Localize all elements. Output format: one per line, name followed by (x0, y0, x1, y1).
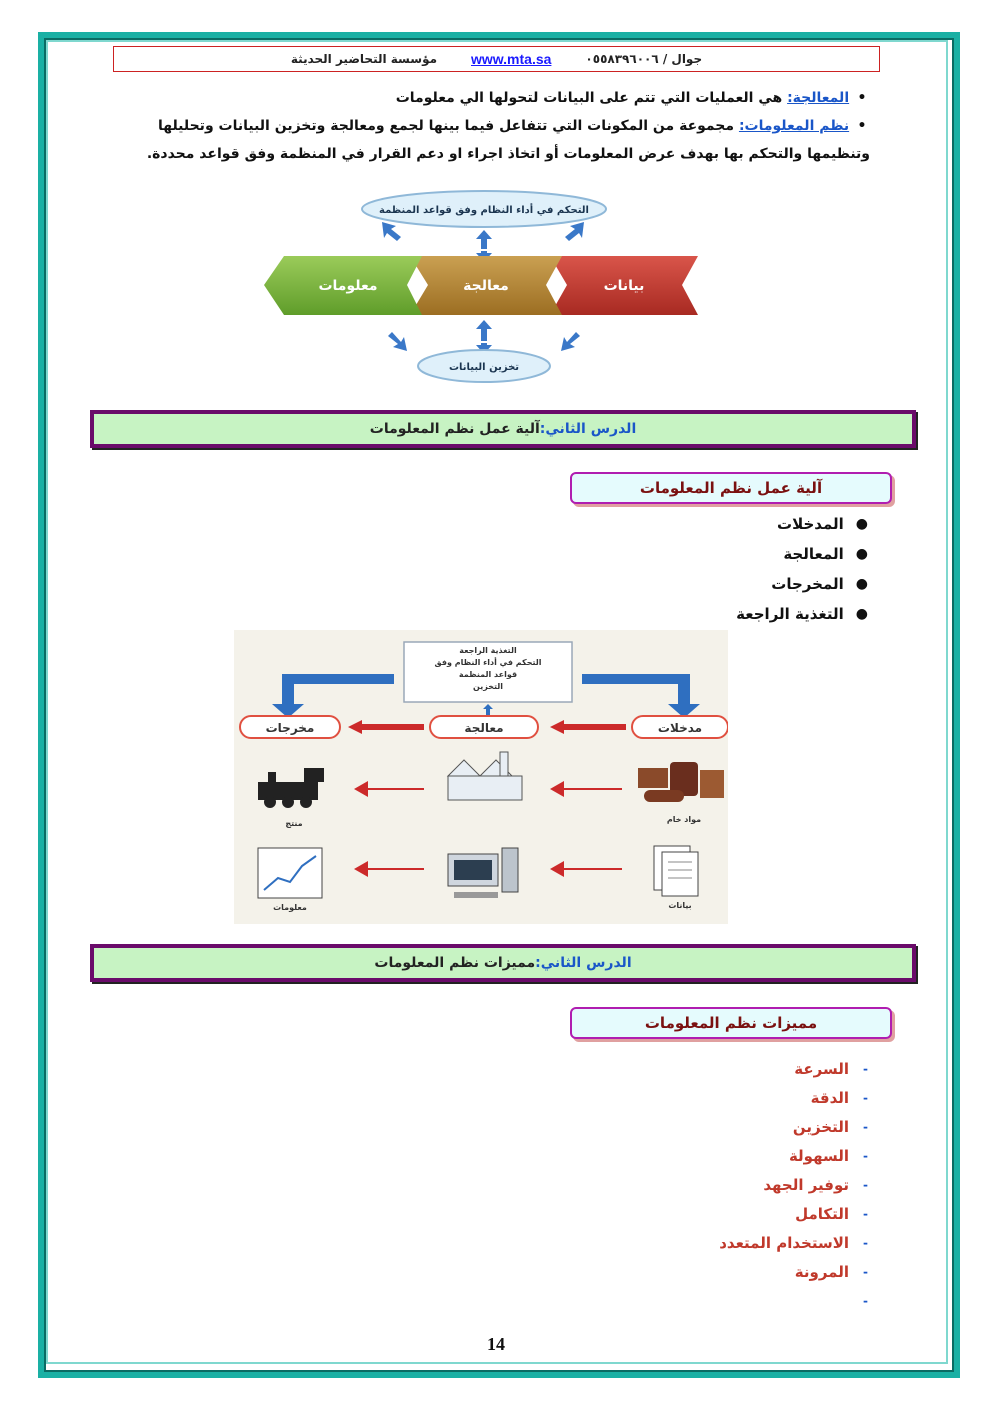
list-item-label: الدقة (810, 1088, 850, 1107)
list-item-label: توفير الجهد (763, 1175, 850, 1194)
bullet: - (863, 1177, 868, 1192)
bullet: ● (855, 546, 868, 562)
lesson-bar-features (90, 944, 916, 982)
list-item (719, 1286, 868, 1315)
lesson-title: آلية عمل نظم المعلومات (369, 421, 540, 437)
info-system-cycle-diagram (262, 172, 702, 392)
list-item (719, 1054, 868, 1083)
bullet: - (863, 1293, 868, 1308)
product-label: منتج (285, 819, 303, 828)
list-item-label: السرعة (794, 1059, 850, 1078)
definition-term: المعالجة: (787, 90, 850, 106)
information-label: معلومات (273, 903, 307, 912)
pill-processing-label: معالجة (464, 721, 504, 735)
bullet: - (863, 1119, 868, 1134)
list-item-label: الاستخدام المتعدد (719, 1233, 850, 1252)
arrow-icon (388, 320, 580, 354)
bullet: ● (855, 576, 868, 592)
feedback-box-line3: قواعد المنظمة (458, 670, 518, 679)
bullet: - (863, 1148, 868, 1163)
list-item-label: المخرجات (771, 575, 844, 593)
list-item-label: المدخلات (777, 515, 844, 533)
list-item (736, 599, 868, 629)
top-ellipse-label: التحكم في أداء النظام وفق قواعد المنظمة (379, 205, 589, 216)
list-item-label: التغذية الراجعة (736, 605, 844, 623)
list-item (719, 1083, 868, 1112)
definition-info-systems (158, 118, 870, 134)
list-item-label: السهولة (788, 1146, 850, 1165)
list-item (719, 1199, 868, 1228)
pill-outputs-label: مخرجات (265, 721, 315, 735)
pill-inputs-label: مدخلات (657, 721, 703, 735)
list-item-label: المرونة (794, 1262, 850, 1281)
bottom-ellipse-label: تخزين البيانات (448, 362, 520, 373)
bullet: • (857, 118, 867, 134)
feedback-box-line4: التخزين (473, 682, 503, 691)
mechanism-subtitle: آلية عمل نظم المعلومات (570, 472, 892, 504)
feedback-box-line1: التغذية الراجعة (459, 646, 517, 655)
data-label: بيانات (668, 901, 692, 910)
bullet: - (863, 1264, 868, 1279)
definition-processing (396, 90, 870, 106)
list-item (719, 1112, 868, 1141)
definition-term: نظم المعلومات: (738, 118, 850, 134)
definition-text: مجموعة من المكونات التي تتفاعل فيما بينها لجمع ومعالجة وتخزين البيانات وتحليلها (157, 118, 735, 134)
lesson-prefix: الدرس الثاني: (539, 421, 637, 437)
bullet: - (863, 1235, 868, 1250)
step-information-label: معلومات (318, 278, 378, 294)
list-item (736, 539, 868, 569)
definition-text: هي العمليات التي تتم على البيانات لتحولها الي معلومات (395, 90, 783, 106)
definition-text-continued: وتنظيمها والتحكم بها بهدف عرض المعلومات أو اتخاذ اجراء او دعم القرار في المنظمة وفق قواعد محددة. (146, 146, 870, 162)
documents-icon (654, 846, 698, 896)
feedback-box-line2: التحكم في أداء النظام وفق (434, 658, 542, 667)
page-header (113, 46, 880, 72)
list-item (719, 1170, 868, 1199)
list-item (719, 1257, 868, 1286)
lesson-title: مميزات نظم المعلومات (374, 955, 536, 971)
lesson-prefix: الدرس الثاني: (535, 955, 632, 971)
bullet: ● (855, 606, 868, 622)
raw-materials-label: مواد خام (666, 815, 702, 824)
phone-number: جوال / ٠٥٥٨٣٩٦٠٠٦ (585, 52, 703, 66)
list-item-label: التخزين (792, 1117, 850, 1136)
io-flow-diagram (234, 630, 728, 924)
bullet: - (863, 1090, 868, 1105)
website-link[interactable]: www.mta.sa (471, 51, 552, 67)
mechanism-list (736, 509, 868, 629)
bullet: - (863, 1061, 868, 1076)
page-number: 14 (487, 1334, 505, 1354)
step-processing-label: معالجة (463, 278, 509, 294)
list-item (719, 1141, 868, 1170)
list-item (719, 1228, 868, 1257)
chart-icon (258, 848, 322, 898)
features-subtitle: مميزات نظم المعلومات (570, 1007, 892, 1039)
bullet: • (857, 90, 867, 106)
list-item-label: التكامل (795, 1204, 850, 1223)
list-item (736, 569, 868, 599)
list-item (736, 509, 868, 539)
lesson-bar-mechanism (90, 410, 916, 448)
features-list (719, 1054, 868, 1315)
bullet: ● (855, 516, 868, 532)
bullet: - (863, 1206, 868, 1221)
org-name: مؤسسة التحاضير الحديثة (290, 52, 438, 66)
step-data-label: بيانات (603, 278, 645, 294)
list-item-label: المعالجة (783, 545, 844, 563)
definition-info-systems-cont (147, 146, 870, 162)
